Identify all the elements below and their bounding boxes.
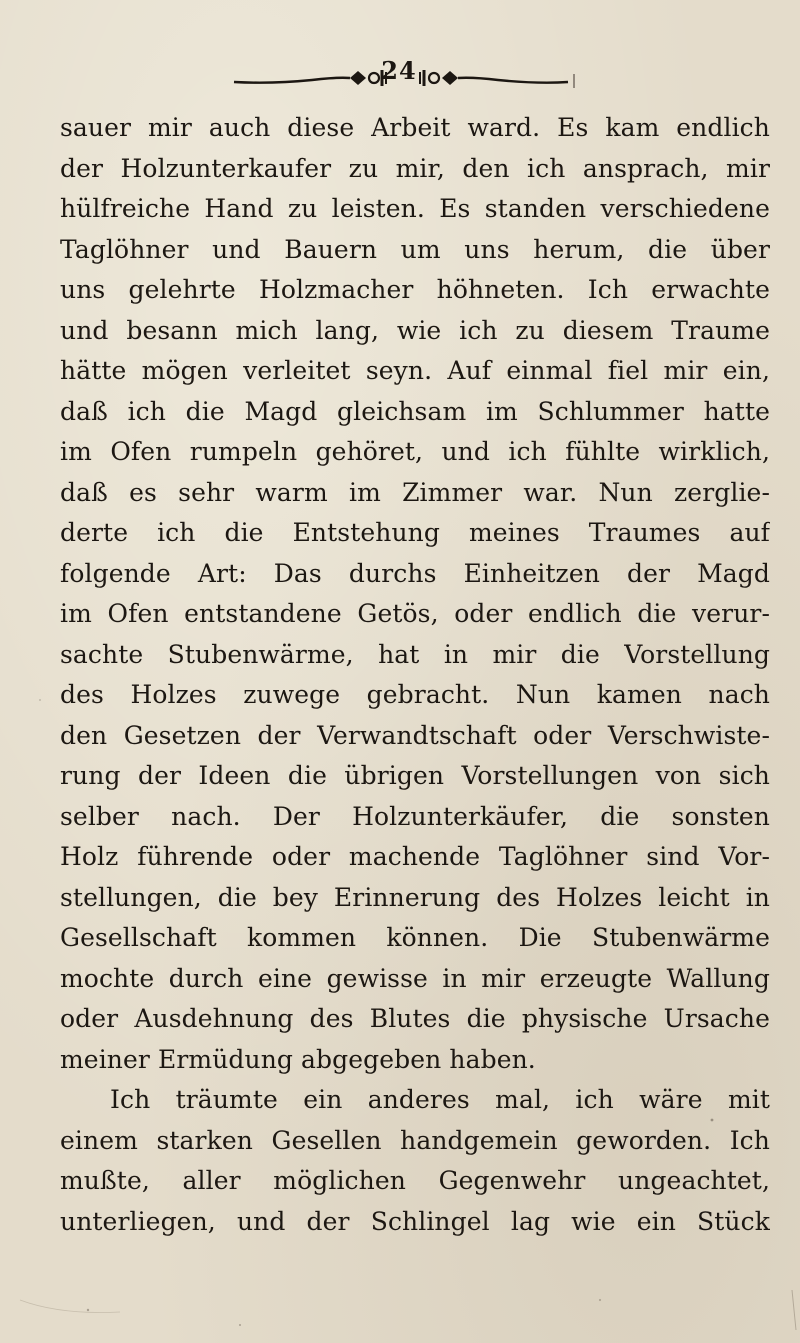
paragraph-first-line: Ich träumte ein anderes mal, ich wäre mit [110,1085,770,1114]
text-line: mochte durch eine gewisse in mir erzeugte Wallung [60,963,770,993]
text-line: Taglöhner und Bauern um uns herum, die über [60,234,770,264]
text-line: uns gelehrte Holzmacher höhneten. Ich erwachte [60,275,770,304]
text-line: Gesellschaft kommen können. Die Stubenwärme [60,923,770,952]
text-line: mußte, aller möglichen Gegenwehr ungeachtet, [60,1166,770,1195]
text-line: einem starken Gesellen handgemein geworden. Ich [60,1125,770,1155]
text-line: der Holzunterkaufer zu mir, den ich ansprach, mir [60,153,770,183]
text-line: oder Ausdehnung des Blutes die physische Ursache [60,1004,770,1033]
text-line: des Holzes zuwege gebracht. Nun kamen nach [60,680,770,709]
text-line: folgende Art: Das durchs Einheitzen der Magd [60,558,770,588]
page-number: 24 [381,56,417,85]
text-line: den Gesetzen der Verwandtschaft oder Verschwiste- [60,720,770,750]
text-line: daß es sehr warm im Zimmer war. Nun zerglie- [60,477,770,507]
page-header [0,52,800,98]
text-line: selber nach. Der Holzunterkäufer, die sonsten [60,801,770,831]
left-ornament-icon [232,60,392,90]
text-line: rung der Ideen die übrigen Vorstellungen von sich [60,761,770,790]
right-ornament-icon [418,60,578,90]
text-line: sauer mir auch diese Arbeit ward. Es kam endlich [60,113,770,142]
text-line: hülfreiche Hand zu leisten. Es standen verschiedene [60,194,770,223]
paragraph-last-line: meiner Ermüdung abgegeben haben. [60,1044,536,1074]
text-line: und besann mich lang, wie ich zu diesem Traume [60,315,770,345]
text-line: derte ich die Entstehung meines Traumes auf [60,518,770,547]
text-line: im Ofen rumpeln gehöret, und ich fühlte wirklich, [60,437,770,466]
text-line: im Ofen entstandene Getös, oder endlich die verur- [60,599,770,628]
text-line: Holz führende oder machende Taglöhner sind Vor- [60,842,770,871]
text-line: unterliegen, und der Schlingel lag wie ein Stück [60,1206,770,1236]
text-line: sachte Stubenwärme, hat in mir die Vorstellung [60,639,770,669]
text-line: daß ich die Magd gleichsam im Schlummer hatte [60,396,770,426]
text-line: stellungen, die bey Erinnerung des Holzes leicht in [60,882,770,912]
text-line: hätte mögen verleitet seyn. Auf einmal fiel mir ein, [60,356,770,385]
body-text [60,108,770,1242]
